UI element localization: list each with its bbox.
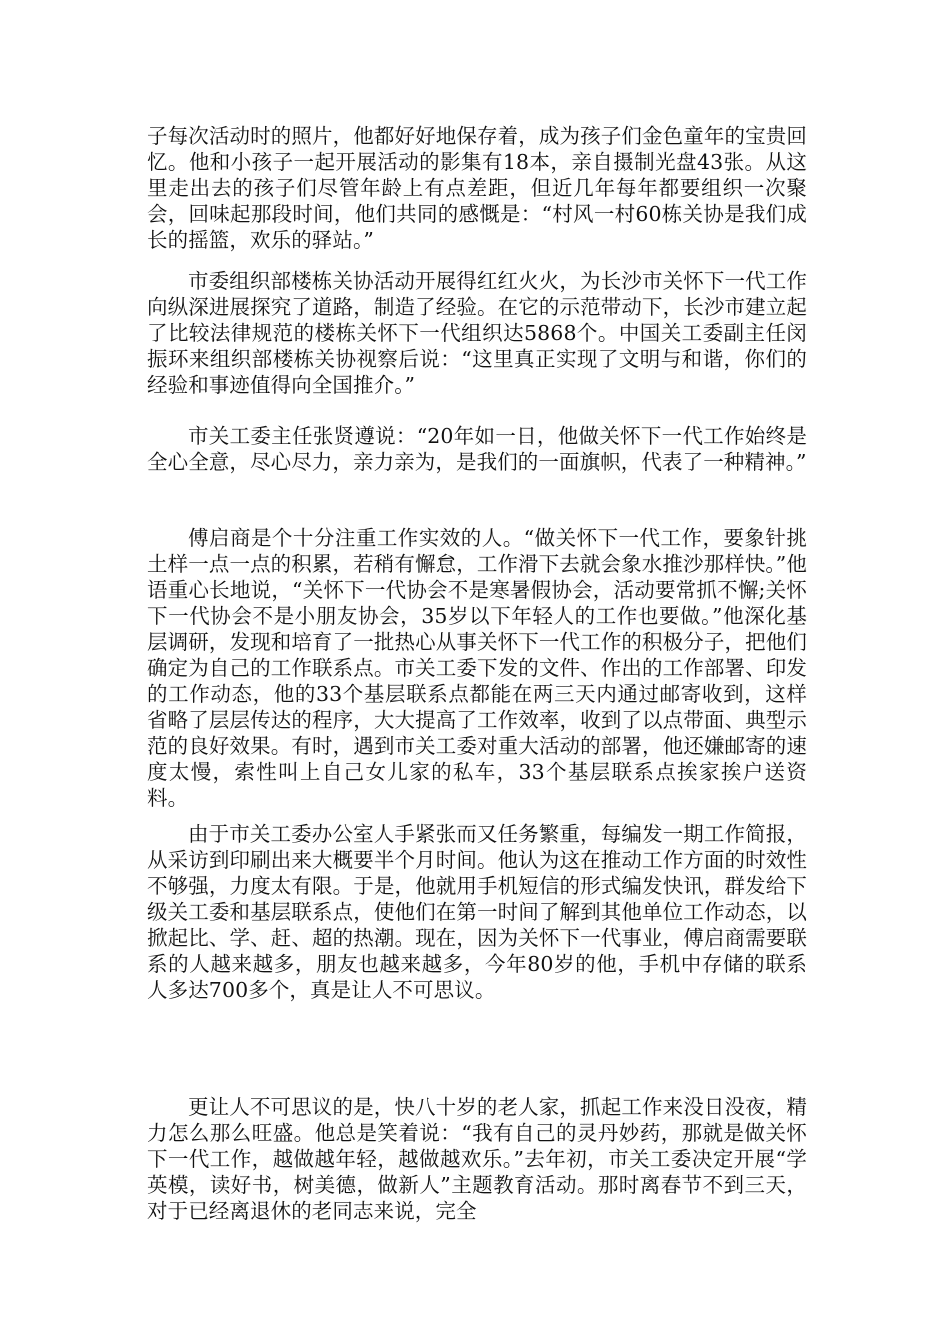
paragraph-4: 傅启商是个十分注重工作实效的人。“做关怀下一代工作，要象针挑土样一点一点的积累，若稍有懈怠，工作滑下去就会象水推沙那样快。”他语重心长地说，“关怀下一代协会不是寒暑假协会，活动要常抓不懈;关怀下一代协会不是小朋友协会，35岁以下年轻人的工作也要做。”他深化基层调研，发现和培育了一批热心从事关怀下一代工作的积极分子，把他们确定为自己的工作联系点。市关工委下发的文件、作出的工作部署、印发的工作动态，他的33个基层联系点都能在两三天内通过邮寄收到，这样省略了层层传达的程序，大大提高了工作效率，收到了以点带面、典型示范的良好效果。有时，遇到市关工委对重大活动的部署，他还嫌邮寄的速度太慢，索性叫上自己女儿家的私车，33个基层联系点挨家挨户送资料。 — [147, 526, 807, 810]
paragraph-3: 市关工委主任张贤遵说：“20年如一日，他做关怀下一代工作始终是全心全意，尽心尽力，亲力亲为，是我们的一面旗帜，代表了一种精神。” — [147, 424, 807, 474]
paragraph-5: 由于市关工委办公室人手紧张而又任务繁重，每编发一期工作简报，从采访到印刷出来大概要半个月时间。他认为这在推动工作方面的时效性不够强，力度太有限。于是，他就用手机短信的形式编发快讯，群发给下级关工委和基层联系点，使他们在第一时间了解到其他单位工作动态，以掀起比、学、赶、超的热潮。现在，因为关怀下一代事业，傅启商需要联系的人越来越多，朋友也越来越多，今年80岁的他，手机中存储的联系人多达700多个，真是让人不可思议。 — [147, 822, 807, 1002]
paragraph-1: 子每次活动时的照片，他都好好地保存着，成为孩子们金色童年的宝贵回忆。他和小孩子一起开展活动的影集有18本，亲自摄制光盘43张。从这里走出去的孩子们尽管年龄上有点差距，但近几年每年都要组织一次聚会，回味起那段时间，他们共同的感慨是：“村风一村60栋关协是我们成长的摇篮，欢乐的驿站。” — [147, 124, 807, 252]
paragraph-2: 市委组织部楼栋关协活动开展得红红火火，为长沙市关怀下一代工作向纵深进展探究了道路，制造了经验。在它的示范带动下，长沙市建立起了比较法律规范的楼栋关怀下一代组织达5868个。中国关工委副主任闵振环来组织部楼栋关协视察后说：“这里真正实现了文明与和谐，你们的经验和事迹值得向全国推介。” — [147, 269, 807, 397]
paragraph-6: 更让人不可思议的是，快八十岁的老人家，抓起工作来没日没夜，精力怎么那么旺盛。他总是笑着说：“我有自己的灵丹妙药，那就是做关怀下一代工作，越做越年轻，越做越欢乐。”去年初，市关工委决定开展“学英模，读好书，树美德，做新人”主题教育活动。那时离春节不到三天，对于已经离退休的老同志来说，完全 — [147, 1095, 807, 1223]
